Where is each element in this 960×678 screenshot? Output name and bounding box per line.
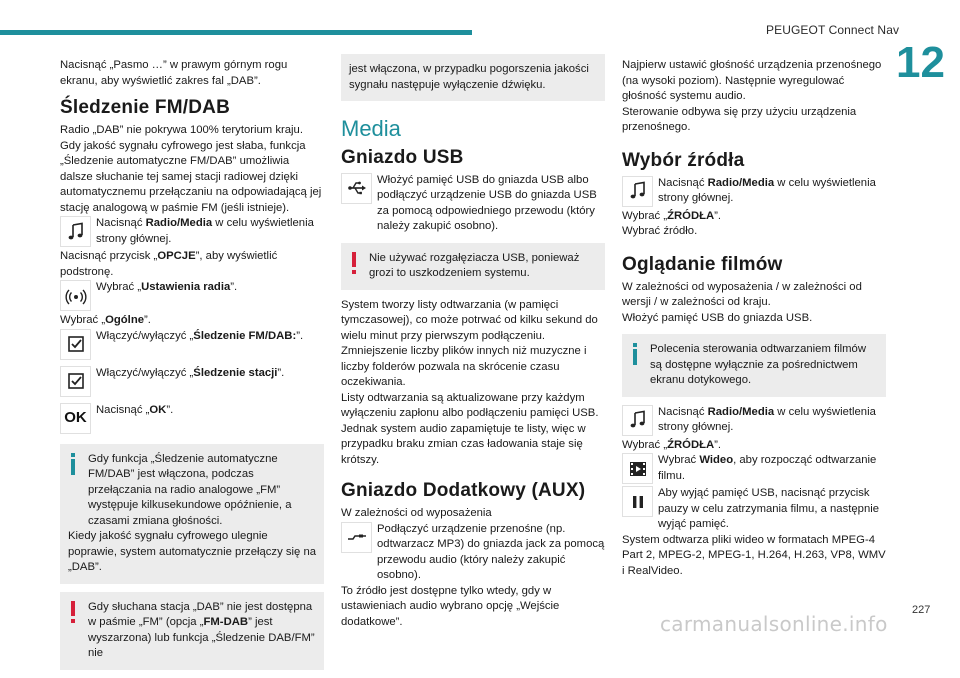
film-icon bbox=[622, 453, 653, 484]
paragraph: Gdy jakość sygnału cyfrowego jest słaba, funkcja „Śledzenie automatyczne FM/DAB” umożliwia dalsze słuchanie tej samej stacji radiowej dzięki automatycznemu przełączaniu na odpowiadającą jej stację analogową w paśmie FM (jeśli istnieje). bbox=[60, 139, 322, 214]
step-radio-media: Nacisnąć Radio/Media w celu wyświetlenia strony głównej. bbox=[622, 405, 886, 438]
warning-note-usb-hub: Nie używać rozgałęziacza USB, ponieważ grozi to uszkodzeniem systemu. bbox=[341, 243, 605, 290]
step-pause: Aby wyjąć pamięć USB, nacisnąć przycisk pauzy w celu zatrzymania filmu, a następnie wyjąć pamięć. bbox=[622, 486, 886, 533]
pause-icon bbox=[622, 486, 653, 517]
heading-source: Wybór źródła bbox=[622, 149, 745, 171]
section-title-media: Media bbox=[341, 116, 401, 141]
jack-cable-icon bbox=[341, 522, 372, 553]
step-general: Wybrać „Ogólne”. bbox=[60, 314, 151, 326]
checkbox-icon bbox=[60, 366, 91, 397]
step-radio-media: Nacisnąć Radio/Media w celu wyświetlenia strony głównej. bbox=[60, 216, 324, 249]
paragraph: To źródło jest dostępne tylko wtedy, gdy w ustawieniach audio wybrano opcję „Wejście dodatkowe”. bbox=[341, 584, 560, 628]
chapter-number: 12 bbox=[896, 38, 945, 87]
warning-note-continued: jest włączona, w przypadku pogorszenia jakości sygnału następuje wyłączenie dźwięku. bbox=[341, 54, 605, 101]
step-radio-settings: Wybrać „Ustawienia radia”. bbox=[60, 280, 324, 313]
paragraph: Sterowanie odbywa się przy użyciu urządzenia przenośnego. bbox=[622, 105, 857, 133]
heading-video: Oglądanie filmów bbox=[622, 253, 783, 275]
radio-settings-icon bbox=[60, 280, 91, 311]
aux-instruction: Podłączyć urządzenie przenośne (np. odtwarzacz MP3) do gniazda jack za pomocą przewodu audio (który należy zakupić osobno). bbox=[341, 522, 605, 584]
checkbox-icon bbox=[60, 329, 91, 360]
paragraph: System odtwarza pliki wideo w formatach MPEG-4 Part 2, MPEG-2, MPEG-1, H.264, H.263, VP8, WMV i RealVideo. bbox=[622, 533, 886, 577]
paragraph: System tworzy listy odtwarzania (w pamięci tymczasowej), co może potrwać od kilku sekund do wielu minut przy pierwszym podłączeniu. bbox=[341, 298, 598, 342]
paragraph: Najpierw ustawić głośność urządzenia przenośnego (na wysoki poziom). Następnie wyregulować głośność systemu audio. bbox=[622, 59, 882, 102]
info-icon bbox=[632, 343, 638, 365]
column-1 bbox=[60, 58, 324, 678]
heading-aux: Gniazdo Dodatkowy (AUX) bbox=[341, 480, 586, 501]
info-icon bbox=[70, 453, 76, 475]
paragraph: W zależności od wyposażenia / w zależności od wersji / w zależności od kraju. bbox=[622, 280, 862, 308]
step-ok: OK Nacisnąć „OK”. bbox=[60, 403, 324, 436]
paragraph: Listy odtwarzania są aktualizowane przy każdym wyłączeniu zapłonu albo podłączeniu pamięci USB. Jednak system audio zapamiętuje te listy, więc w przypadku braku zmian czas ładowania staje się krótszy. bbox=[341, 391, 599, 466]
step-video: Wybrać Wideo, aby rozpocząć odtwarzanie filmu. bbox=[622, 453, 886, 486]
usb-instruction: Włożyć pamięć USB do gniazda USB albo podłączyć urządzenie USB do gniazda USB za pomocą odpowiedniego przewodu (który należy zakupić osobno). bbox=[341, 173, 605, 235]
column-3 bbox=[622, 58, 886, 579]
step-options: Nacisnąć przycisk „OPCJE”, aby wyświetlić podstronę. bbox=[60, 250, 278, 278]
aux-intro: W zależności od wyposażenia bbox=[341, 507, 492, 519]
info-note-tracking: Gdy funkcja „Śledzenie automatyczne FM/DAB” jest włączona, podczas przełączania na radio analogowe „FM” występuje kilkusekundowe opóźnienie, a czasami zmiana głośności. Kiedy jakość sygnału cyfrowego ulegnie poprawie, system automatycznie przełączy się na „DAB”. bbox=[60, 444, 324, 584]
step-radio-media: Nacisnąć Radio/Media w celu wyświetlenia strony głównej. bbox=[622, 176, 886, 209]
header-accent-bar bbox=[0, 30, 472, 35]
step-sources: Wybrać „ŹRÓDŁA”. bbox=[622, 209, 722, 222]
warning-note-dab: Gdy słuchana stacja „DAB” nie jest dostępna w paśmie „FM” (opcja „FM-DAB” jest wyszarzona) lub funkcja „Śledzenie DAB/FM” nie bbox=[60, 592, 324, 670]
step-toggle-fmdab: Włączyć/wyłączyć „Śledzenie FM/DAB:”. bbox=[60, 329, 324, 362]
paragraph: Radio „DAB” nie pokrywa 100% terytorium kraju. bbox=[60, 124, 303, 136]
warning-icon bbox=[70, 601, 76, 623]
column-2 bbox=[341, 58, 605, 630]
step-toggle-station: Włączyć/wyłączyć „Śledzenie stacji”. bbox=[60, 366, 324, 399]
intro-text: Nacisnąć „Pasmo …” w prawym górnym rogu ekranu, aby wyświetlić zakres fal „DAB”. bbox=[60, 59, 288, 87]
step-select-source: Wybrać źródło. bbox=[622, 225, 698, 237]
warning-icon bbox=[351, 252, 357, 274]
music-note-icon bbox=[60, 216, 91, 247]
header-title: PEUGEOT Connect Nav bbox=[766, 23, 900, 37]
paragraph: Zmniejszenie liczby plików innych niż muzyczne i liczby folderów pozwala na skrócenie czasu oczekiwania. bbox=[341, 345, 587, 388]
paragraph: Włożyć pamięć USB do gniazda USB. bbox=[622, 311, 813, 324]
music-note-icon bbox=[622, 405, 653, 436]
step-sources: Wybrać „ŹRÓDŁA”. bbox=[622, 438, 722, 451]
ok-icon: OK bbox=[60, 403, 91, 434]
music-note-icon bbox=[622, 176, 653, 207]
watermark: carmanualsonline.info bbox=[660, 612, 888, 636]
heading-fm-dab: Śledzenie FM/DAB bbox=[60, 97, 230, 118]
page-number: 227 bbox=[912, 604, 931, 616]
heading-usb: Gniazdo USB bbox=[341, 146, 464, 168]
info-note-video: Polecenia sterowania odtwarzaniem filmów są dostępne wyłącznie za pośrednictwem ekranu dotykowego. bbox=[622, 334, 886, 397]
usb-icon bbox=[341, 173, 372, 204]
